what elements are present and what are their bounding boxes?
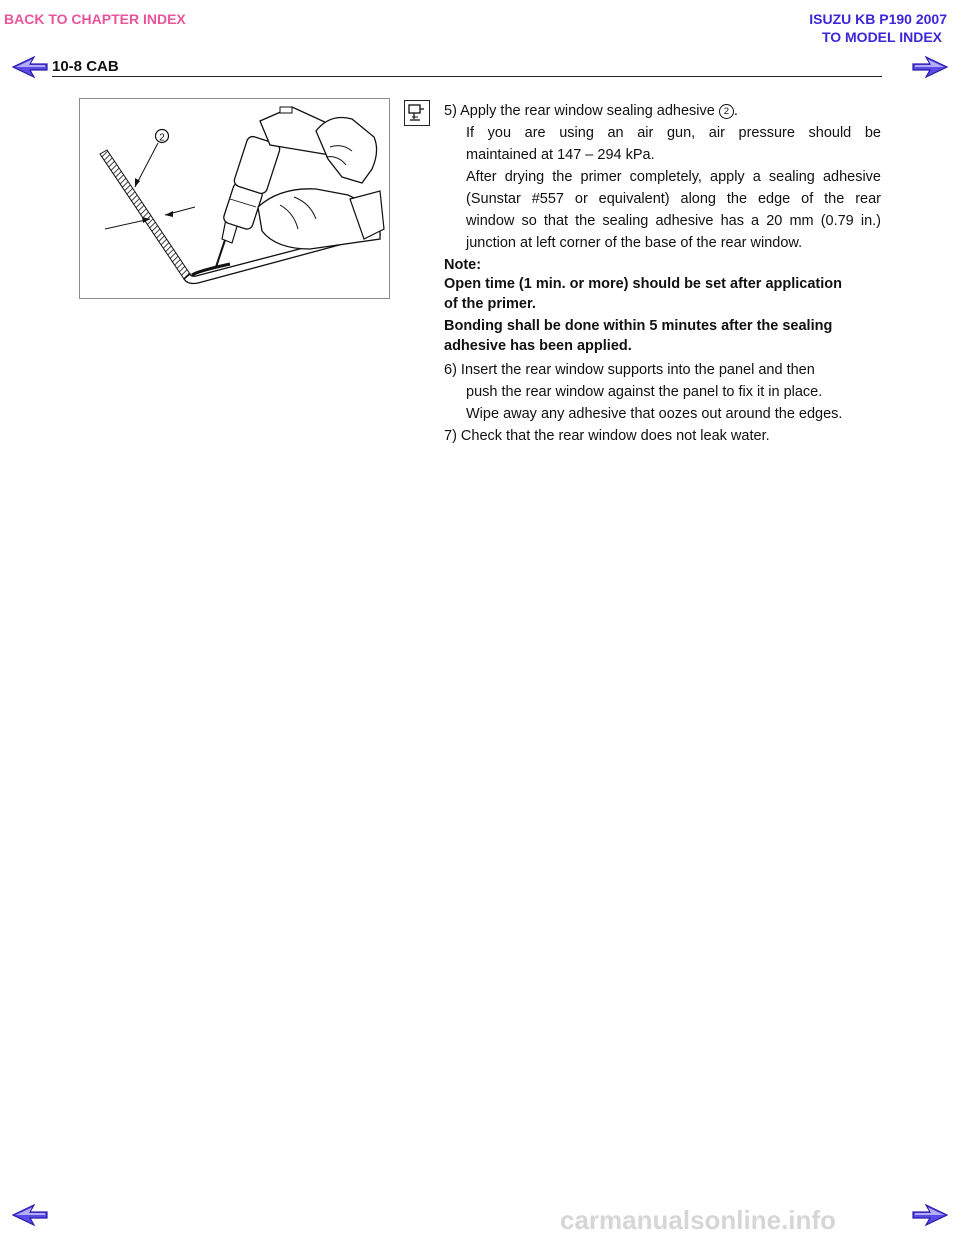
step-6-line: Wipe away any adhesive that oozes out around the edges. xyxy=(466,406,843,422)
note-line: Bonding shall be done within 5 minutes after the sealing xyxy=(444,318,833,334)
back-to-chapter-index-link[interactable]: BACK TO CHAPTER INDEX xyxy=(4,11,186,27)
step-7-line: 7) Check that the rear window does not leak water. xyxy=(444,428,770,444)
arrow-right-icon[interactable] xyxy=(912,56,948,78)
note-line: Open time (1 min. or more) should be set after application xyxy=(444,276,843,292)
arrow-right-icon[interactable] xyxy=(912,1204,948,1226)
page-title: 10-8 CAB xyxy=(52,58,119,75)
note-line: adhesive has been applied. xyxy=(444,338,632,354)
sealant-gun-icon xyxy=(404,100,430,126)
step-5-line: window so that the sealing adhesive has a 20 mm (0.79 in.) xyxy=(466,213,881,229)
step-5-line: After drying the primer completely, apply a sealing adhesive xyxy=(466,169,881,185)
sealant-application-figure xyxy=(79,98,390,299)
step-5-heading-text: 5) Apply the rear window sealing adhesive xyxy=(444,103,719,119)
step-5-line: junction at left corner of the base of the rear window. xyxy=(466,235,803,251)
note-line: of the primer. xyxy=(444,296,536,312)
step-5-line: maintained at 147 – 294 kPa. xyxy=(466,147,655,163)
arrow-left-icon[interactable] xyxy=(12,1204,48,1226)
watermark: carmanualsonline.info xyxy=(560,1205,836,1235)
step-5-line: If you are using an air gun, air pressure should be xyxy=(466,125,881,141)
step-5-period: . xyxy=(733,103,738,119)
to-model-index-link[interactable]: TO MODEL INDEX xyxy=(821,29,942,45)
step-6-line: push the rear window against the panel to fix it in place. xyxy=(466,384,823,400)
step-5-line: (Sunstar #557 or equivalent) along the edge of the rear xyxy=(466,191,881,207)
callout-2-marker: 2 xyxy=(719,104,734,119)
header-divider xyxy=(52,76,882,77)
step-6-line: 6) Insert the rear window supports into the panel and then xyxy=(444,362,815,378)
arrow-left-icon[interactable] xyxy=(12,56,48,78)
note-label: Note: xyxy=(444,257,482,273)
model-title-link[interactable]: ISUZU KB P190 2007 xyxy=(809,11,947,27)
figure-callout-label: 2 xyxy=(159,132,165,144)
step-5-heading xyxy=(444,100,884,122)
